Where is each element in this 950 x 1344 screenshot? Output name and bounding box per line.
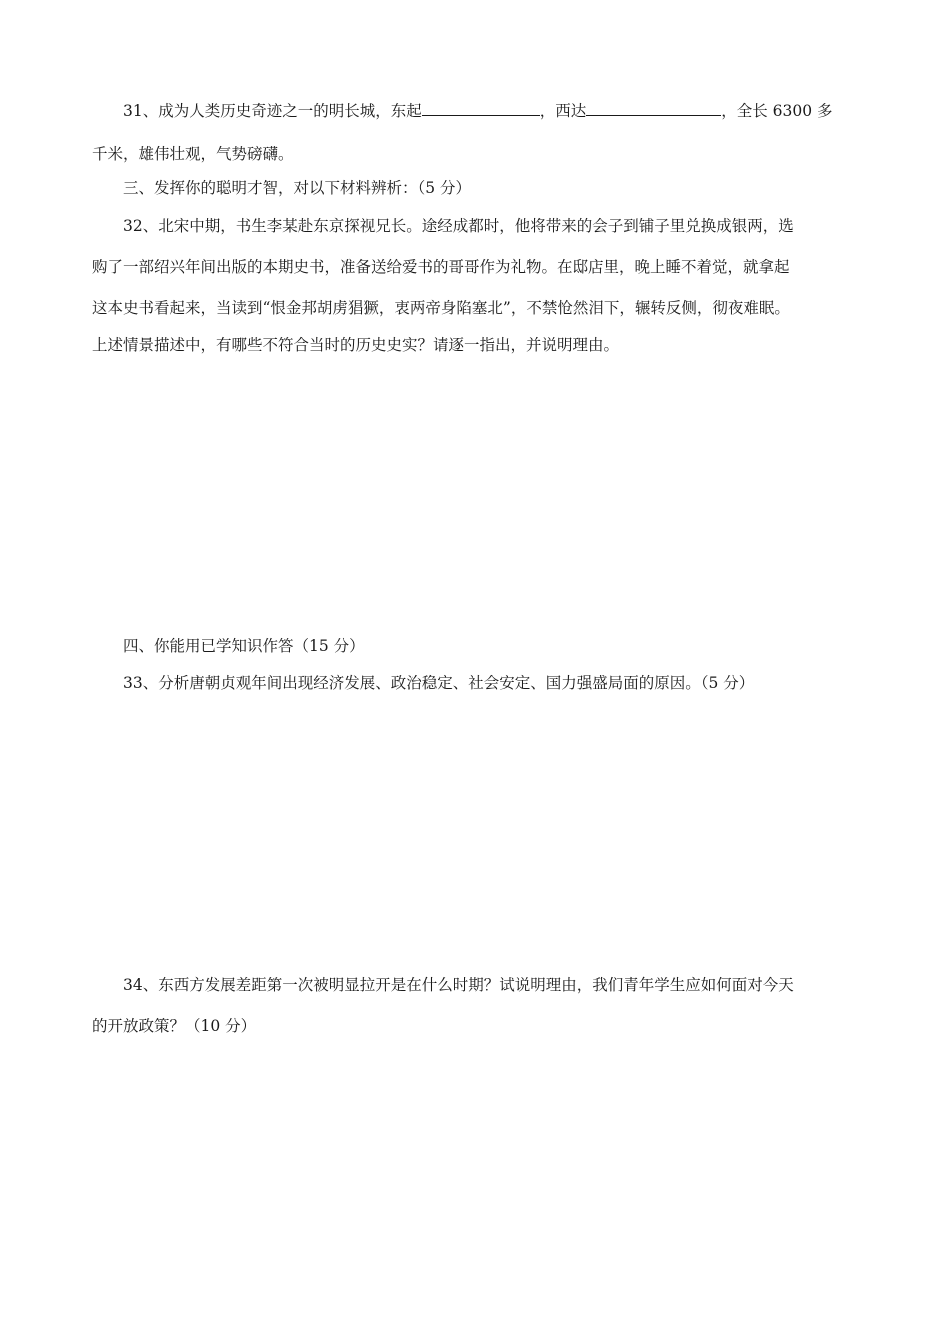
question-33: 33、分析唐朝贞观年间出现经济发展、政治稳定、社会安定、国力强盛局面的原因。（5 分） [123, 674, 755, 692]
q31-text-middle: ，西达 [539, 102, 587, 120]
q31-line1 [123, 101, 833, 121]
q31-line2: 千米，雄伟壮观，气势磅礴。 [92, 145, 294, 163]
q31-text-start: 31、成为人类历史奇迹之一的明长城，东起 [123, 102, 422, 120]
q32-line1: 32、北宋中期，书生李某赴东京探视兄长。途经成都时，他将带来的会子到铺子里兑换成银两，选 [123, 217, 794, 235]
q31-blank-west[interactable] [586, 101, 721, 116]
section-3-heading: 三、发挥你的聪明才智，对以下材料辨析：（5 分） [123, 179, 472, 197]
section-4-heading: 四、你能用已学知识作答（15 分） [123, 637, 365, 655]
q34-line1: 34、东西方发展差距第一次被明显拉开是在什么时期？试说明理由，我们青年学生应如何面对今天 [123, 976, 794, 994]
q31-blank-east[interactable] [422, 101, 540, 116]
q32-line2: 购了一部绍兴年间出版的本期史书，准备送给爱书的哥哥作为礼物。在邸店里，晚上睡不着觉，就拿起 [92, 258, 790, 276]
q32-line4: 上述情景描述中，有哪些不符合当时的历史史实？请逐一指出，并说明理由。 [92, 336, 620, 354]
q31-text-end: ，全长 6300 多 [721, 102, 833, 120]
q34-line2: 的开放政策？（10 分） [92, 1017, 257, 1035]
q32-line3: 这本史书看起来，当读到“恨金邦胡虏猖獗，衷两帝身陷塞北”，不禁怆然泪下，辗转反侧，彻夜难眠。 [92, 299, 790, 317]
